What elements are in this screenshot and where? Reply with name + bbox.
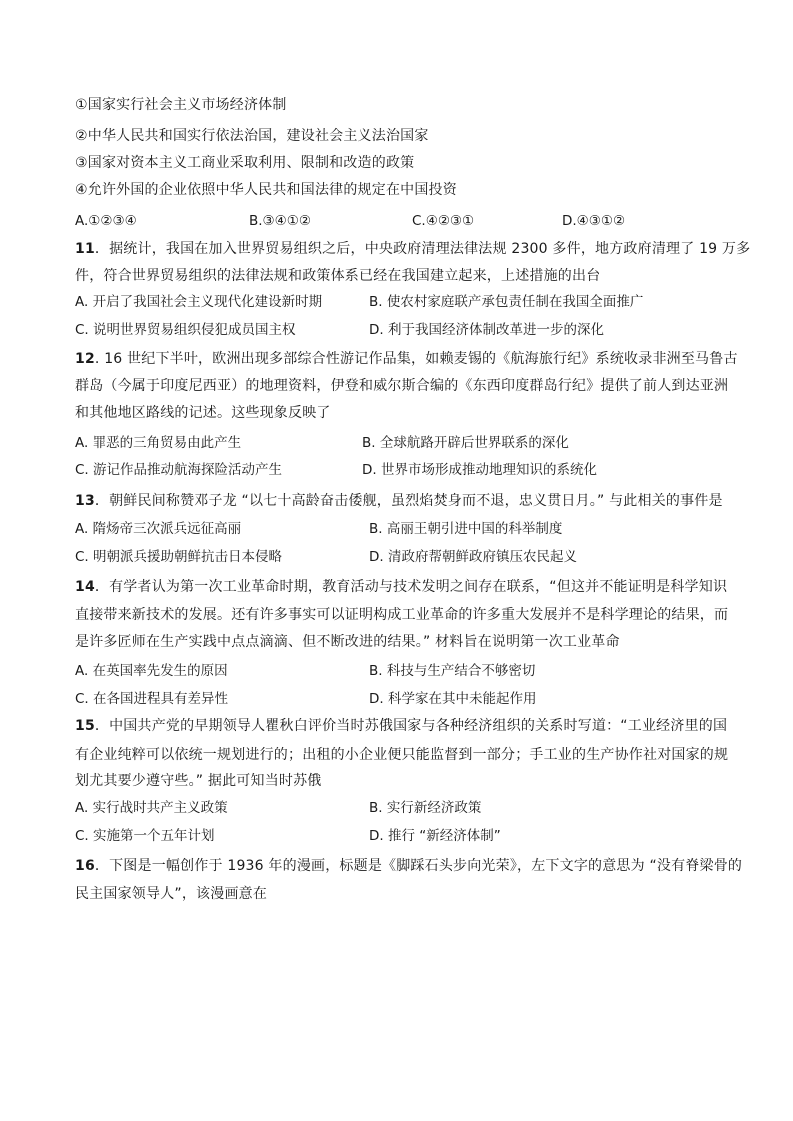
q15-option-b: B. 实行新经济政策 (369, 800, 482, 816)
q14-option-d: D. 科学家在其中未能起作用 (369, 691, 537, 707)
statement-4: ④允许外国的企业依照中华人民共和国法律的规定在中国投资 (75, 182, 457, 198)
q10-option-c: C.④②③① (412, 213, 475, 229)
question-13-line-1: 13．朝鲜民间称赞邓子龙 “以七十高龄奋击倭舰，虽烈焰焚身而不退，忠义贯日月。” 与此相关的事件是 (75, 493, 723, 509)
question-14-line-2: 直接带来新技术的发展。还有许多事实可以证明构成工业革命的许多重大发展并不是科学理论的结果，而 (75, 607, 729, 623)
q14-option-a: A. 在英国率先发生的原因 (75, 663, 228, 679)
q15-option-a: A. 实行战时共产主义政策 (75, 800, 228, 816)
question-number: 15 (75, 718, 95, 734)
question-14-line-3: 是许多匠师在生产实践中点点滴滴、但不断改进的结果。” 材料旨在说明第一次工业革命 (75, 634, 620, 650)
question-number: 13 (75, 493, 95, 509)
question-11-line-2: 件，符合世界贸易组织的法律法规和政策体系已经在我国建立起来，上述措施的出台 (75, 268, 601, 284)
q14-option-c: C. 在各国进程具有差异性 (75, 691, 229, 707)
statement-1: ①国家实行社会主义市场经济体制 (75, 97, 287, 113)
q10-option-a: A.①②③④ (75, 213, 137, 229)
q11-option-a: A. 开启了我国社会主义现代化建设新时期 (75, 294, 323, 310)
q12-option-c: C. 游记作品推动航海探险活动产生 (75, 462, 283, 478)
question-number: 12 (75, 351, 95, 367)
question-15-line-1: 15．中国共产党的早期领导人瞿秋白评价当时苏俄国家与各种经济组织的关系时写道：“工业经济里的国 (75, 718, 728, 734)
question-12-line-3: 和其他地区路线的记述。这些现象反映了 (75, 405, 331, 421)
q11-option-d: D. 利于我国经济体制改革进一步的深化 (369, 322, 604, 338)
question-number: 16 (75, 858, 95, 874)
question-11-line-1: 11．据统计，我国在加入世界贸易组织之后，中央政府清理法律法规 2300 多件，地方政府清理了 19 万多 (75, 241, 751, 257)
question-16-line-1: 16．下图是一幅创作于 1936 年的漫画，标题是《脚踩石头步向光荣》，左下文字的意思为 “没有脊梁骨的 (75, 858, 743, 874)
q12-option-b: B. 全球航路开辟后世界联系的深化 (362, 435, 569, 451)
q14-option-b: B. 科技与生产结合不够密切 (369, 663, 536, 679)
q12-option-d: D. 世界市场形成推动地理知识的系统化 (362, 462, 597, 478)
question-number: 11 (75, 241, 95, 257)
question-15-line-3: 划尤其要少遵守些。” 据此可知当时苏俄 (75, 773, 322, 789)
q13-option-c: C. 明朝派兵援助朝鲜抗击日本侵略 (75, 549, 283, 565)
q15-option-c: C. 实施第一个五年计划 (75, 828, 215, 844)
q15-option-d: D. 推行 “新经济体制” (369, 828, 501, 844)
q10-option-b: B.③④①② (249, 213, 311, 229)
q11-option-c: C. 说明世界贸易组织侵犯成员国主权 (75, 322, 296, 338)
question-14-line-1: 14．有学者认为第一次工业革命时期，教育活动与技术发明之间存在联系，“但这并不能证明是科学知识 (75, 579, 728, 595)
q12-option-a: A. 罪恶的三角贸易由此产生 (75, 435, 242, 451)
q13-option-b: B. 高丽王朝引进中国的科举制度 (369, 521, 563, 537)
q13-option-a: A. 隋炀帝三次派兵远征高丽 (75, 521, 242, 537)
statement-3: ③国家对资本主义工商业采取利用、限制和改造的政策 (75, 155, 415, 171)
q10-option-d: D.④③①② (562, 213, 626, 229)
q13-option-d: D. 清政府帮朝鲜政府镇压农民起义 (369, 549, 577, 565)
question-16-line-2: 民主国家领导人”，该漫画意在 (75, 886, 268, 902)
q11-option-b: B. 使农村家庭联产承包责任制在我国全面推广 (369, 294, 644, 310)
question-15-line-2: 有企业纯粹可以依统一规划进行的；出租的小企业便只能监督到一部分；手工业的生产协作社对国家的规 (75, 747, 729, 763)
statement-2: ②中华人民共和国实行依法治国，建设社会主义法治国家 (75, 128, 429, 144)
question-12-line-1: 12. 16 世纪下半叶，欧洲出现多部综合性游记作品集，如赖麦锡的《航海旅行纪》系统收录非洲至马鲁古 (75, 351, 738, 367)
question-12-line-2: 群岛（今属于印度尼西亚）的地理资料，伊登和威尔斯合编的《东西印度群岛行纪》提供了前人到达亚洲 (75, 378, 729, 394)
question-number: 14 (75, 579, 95, 595)
